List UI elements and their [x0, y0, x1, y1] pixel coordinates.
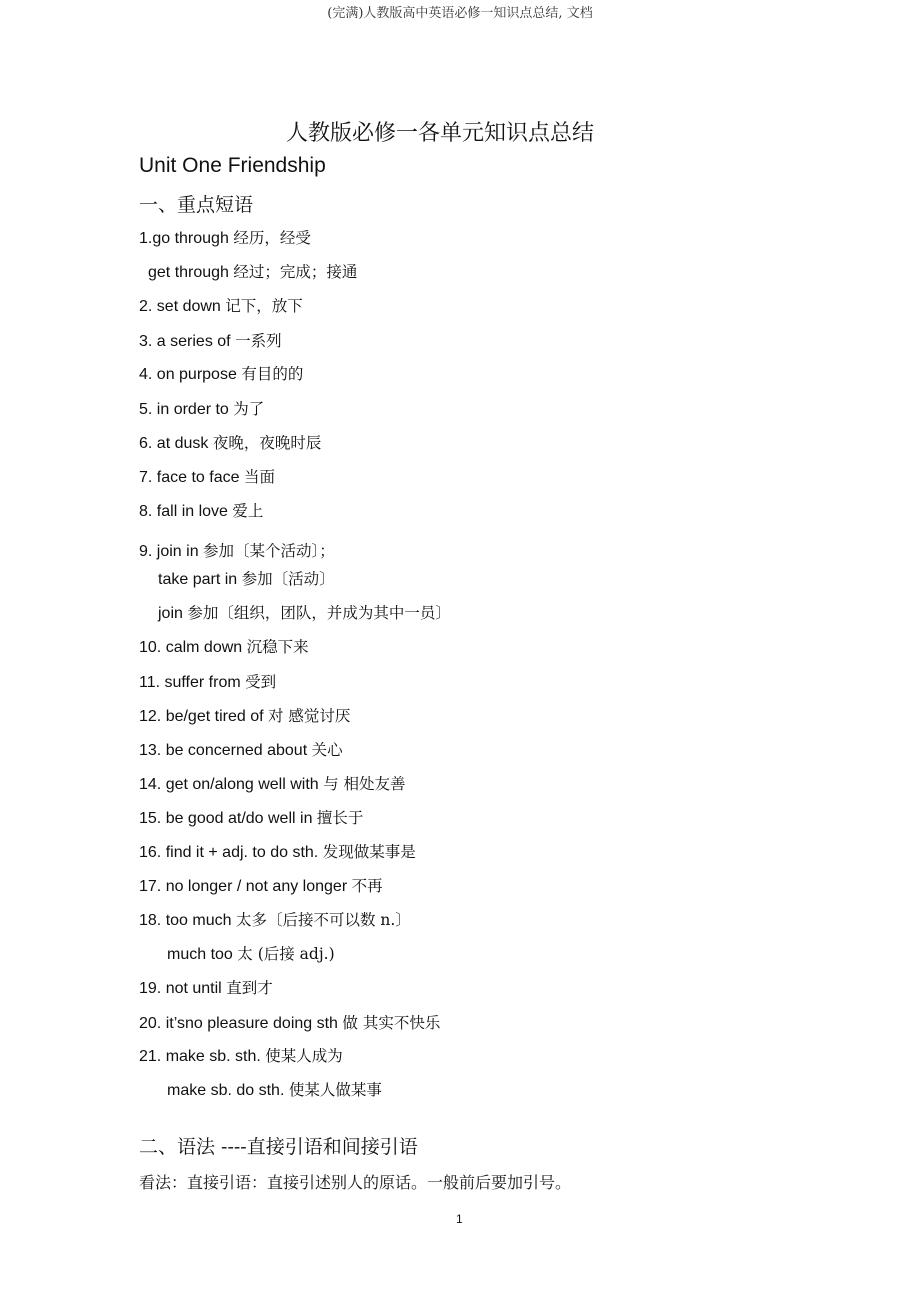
phrase-chinese: 参加〔某个活动〕；: [203, 542, 335, 560]
phrase-chinese: 夜晚，夜晚时辰: [212, 434, 322, 452]
phrase-english: 5. in order to: [139, 401, 229, 418]
phrase-english: 1.go through: [139, 230, 229, 247]
phrase-chinese: 有目的的: [241, 365, 304, 383]
phrase-chinese: 擅长于: [316, 809, 364, 827]
phrase-item: [139, 840, 416, 862]
phrase-english: 16. find it + adj. to do sth.: [139, 844, 319, 861]
phrase-english: 7. face to face: [139, 469, 240, 486]
phrase-english: 3. a series of: [139, 333, 231, 350]
phrase-item: [139, 397, 264, 419]
running-header: (完满)人教版高中英语必修一知识点总结, 文档: [327, 6, 593, 21]
phrase-item: [139, 806, 363, 828]
phrase-item: [139, 1011, 440, 1033]
phrase-chinese: 经过；完成；接通: [233, 263, 358, 281]
phrase-english: 6. at dusk: [139, 435, 209, 452]
phrase-chinese: 参加〔活动〕: [241, 570, 335, 588]
phrase-item: [167, 942, 335, 964]
phrase-item: [158, 601, 451, 623]
phrase-item: [148, 260, 357, 282]
phrase-chinese: 直到才: [226, 979, 273, 997]
phrase-item: [139, 362, 303, 384]
section-heading-grammar: 二、语法 ----直接引语和间接引语: [139, 1136, 418, 1158]
unit-title: Unit One Friendship: [139, 154, 326, 177]
phrase-chinese: 不再: [351, 877, 383, 895]
phrase-item: [139, 1044, 343, 1066]
phrase-item: [139, 499, 263, 521]
phrase-chinese: 经历，经受: [233, 229, 311, 247]
phrase-english: 11. suffer from: [139, 674, 241, 691]
phrase-chinese: 沉稳下来: [246, 638, 309, 656]
phrase-english: make sb. do sth.: [167, 1082, 285, 1099]
phrase-chinese: 使某人做某事: [288, 1081, 382, 1099]
phrase-english: 20. it’sno pleasure doing sth: [139, 1015, 338, 1032]
phrase-chinese: 参加〔组织，团队，并成为其中一员〕: [187, 604, 451, 622]
phrase-item: [139, 431, 321, 453]
phrase-english: get through: [148, 264, 229, 281]
phrase-item: [139, 908, 411, 930]
phrase-chinese: 当面: [243, 468, 275, 486]
phrase-item: [139, 670, 276, 692]
phrase-item: [167, 1078, 382, 1100]
phrase-english: 2. set down: [139, 298, 221, 315]
phrase-chinese: 为了: [233, 400, 265, 418]
phrase-chinese: 记下，放下: [225, 297, 303, 315]
phrase-chinese: 对 感觉讨厌: [267, 707, 351, 725]
phrase-item: [139, 772, 406, 794]
phrase-english: 12. be/get tired of: [139, 708, 264, 725]
document-title: 人教版必修一各单元知识点总结: [285, 121, 594, 146]
phrase-item: [139, 226, 311, 248]
phrase-english: 13. be concerned about: [139, 742, 308, 759]
phrase-item: [139, 539, 335, 561]
phrase-item: [139, 976, 273, 998]
phrase-chinese: 做 其实不快乐: [342, 1014, 441, 1032]
phrase-english: 18. too much: [139, 912, 232, 929]
phrase-item: [139, 465, 275, 487]
phrase-item: [139, 329, 282, 351]
phrase-item: [139, 704, 350, 726]
phrase-english: 19. not until: [139, 980, 222, 997]
phrase-chinese: 关心: [311, 741, 343, 759]
phrase-english: 8. fall in love: [139, 503, 228, 520]
phrase-english: 15. be good at/do well in: [139, 810, 313, 827]
phrase-english: 17. no longer / not any longer: [139, 878, 348, 895]
phrase-chinese: 受到: [245, 673, 277, 691]
phrase-chinese: 与 相处友善: [323, 775, 406, 793]
phrase-item: [139, 874, 383, 896]
phrase-item: [158, 567, 335, 589]
phrase-english: 4. on purpose: [139, 366, 237, 383]
phrase-chinese: 太 (后接 adj.): [237, 945, 335, 963]
phrase-item: [139, 294, 303, 316]
phrase-english: 14. get on/along well with: [139, 776, 319, 793]
section-heading-key-phrases: 一、重点短语: [139, 194, 254, 216]
page-number: 1: [456, 1212, 463, 1226]
phrase-chinese: 太多〔后接不可以数 n.〕: [235, 911, 411, 929]
phrase-chinese: 使某人成为: [265, 1047, 343, 1065]
phrase-chinese: 爱上: [232, 502, 264, 520]
phrase-english: 21. make sb. sth.: [139, 1048, 261, 1065]
phrase-english: much too: [167, 946, 233, 963]
phrase-english: join: [158, 605, 183, 622]
phrase-item: [139, 738, 343, 760]
grammar-intro-text: 看法：直接引语：直接引述别人的原话。一般前后要加引号。: [139, 1173, 572, 1192]
phrase-english: take part in: [158, 571, 238, 588]
phrase-item: [139, 635, 309, 657]
phrase-english: 9. join in: [139, 543, 199, 560]
phrase-chinese: 一系列: [235, 332, 282, 350]
phrase-english: 10. calm down: [139, 639, 243, 656]
phrase-chinese: 发现做某事是: [322, 843, 416, 861]
